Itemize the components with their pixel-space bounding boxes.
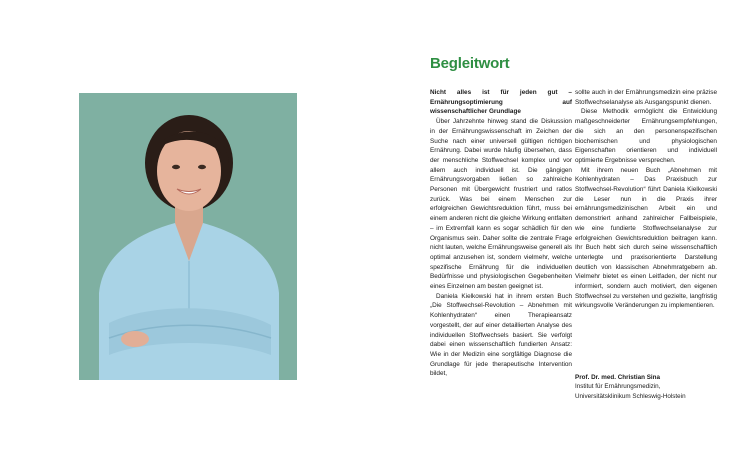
portrait-illustration	[79, 93, 297, 380]
portrait-photo	[79, 93, 297, 380]
author-name: Prof. Dr. med. Christian Sina	[575, 374, 661, 381]
author-affiliation-line-1: Institut für Ernährungsmedizin,	[575, 383, 661, 391]
lead-paragraph: Nicht alles ist für jeden gut – Ernährungsoptimierung auf wissenschaftlicher Grundlage	[430, 89, 572, 116]
page-title: Begleitwort	[430, 55, 510, 72]
text-column-right	[575, 88, 717, 311]
paragraph: Mit ihrem neuen Buch „Abnehmen mit Kohlenhydraten – Das Praxisbuch zur Stoffwechsel-Revolution“ führt Daniela Kielkowski die Leser nun in die Praxis ihrer ernährungsmedizinischen Arbeit ein und demonstriert anhand zahlreicher Fallbeispiele, wie eine fundierte Stoffwechselanalyse zur erfolgreichen Gewichtsreduktion beitragen kann. Ihr Buch hebt sich durch seine wissenschaftlich unterlegte und praxisorientierte Darstellung deutlich von klassischen Abnehmratgebern ab. Vielmehr bietet es einen Leitfaden, der nicht nur informiert, sondern auch motiviert, den eigenen Stoffwechsel zu verstehen und gezielte, langfristig wirkungsvolle Veränderungen zu implementieren.	[575, 166, 717, 310]
paragraph: Daniela Kielkowski hat in ihrem ersten Buch „Die Stoffwechsel-Revolution – Abnehmen mit Kohlenhydraten“ einen Therapieansatz vorgestellt, der auf einer detaillierten Analyse des individuellen Stoffwechsels basiert. Sie verfolgt dabei einen wissenschaftlich fundierten Ansatz: Wie in der Medizin eine sorgfältige Diagnose die Grundlage für jede therapeutische Intervention bildet,	[430, 292, 572, 378]
paragraph: sollte auch in der Ernährungsmedizin eine präzise Stoffwechselanalyse als Ausgangspunkt dienen.	[575, 89, 717, 106]
author-affiliation-line-2: Universitätsklinikum Schleswig-Holstein	[575, 392, 686, 400]
text-column-left	[430, 88, 572, 379]
signature-block	[575, 373, 725, 401]
paragraph: Über Jahrzehnte hinweg stand die Diskussion in der Ernährungswissenschaft im Zeichen der Suche nach einer universell gültigen richtigen Ernährung. Dabei wurde häufig übersehen, dass der menschliche Stoffwechsel komplex und vor allem auch individuell ist. Die gängigen Ernährungsvorgaben ließen so zahlreiche Personen mit Übergewicht frustriert und ratlos zurück. Was bei einem Menschen zur erfolgreichen Gewichtsreduktion führt, muss bei einem anderen nicht die gleiche Wirkung entfalten – im Extremfall kann es sogar schädlich für den Organismus sein. Daher sollte die zentrale Frage nicht lauten, welche Ernährungsweise generell als optimal anzusehen ist, sondern vielmehr, welche spezifische Ernährung für die individuellen Bedürfnisse und physiologischen Gegebenheiten eines Einzelnen am besten geeignet ist.	[430, 118, 572, 291]
paragraph: Diese Methodik ermöglicht die Entwicklung maßgeschneiderter Ernährungsempfehlungen, die sich an den personenspezifischen biochemischen und physiologischen Eigenschaften orientieren und individuell optimierte Ergebnisse versprechen.	[575, 108, 717, 164]
